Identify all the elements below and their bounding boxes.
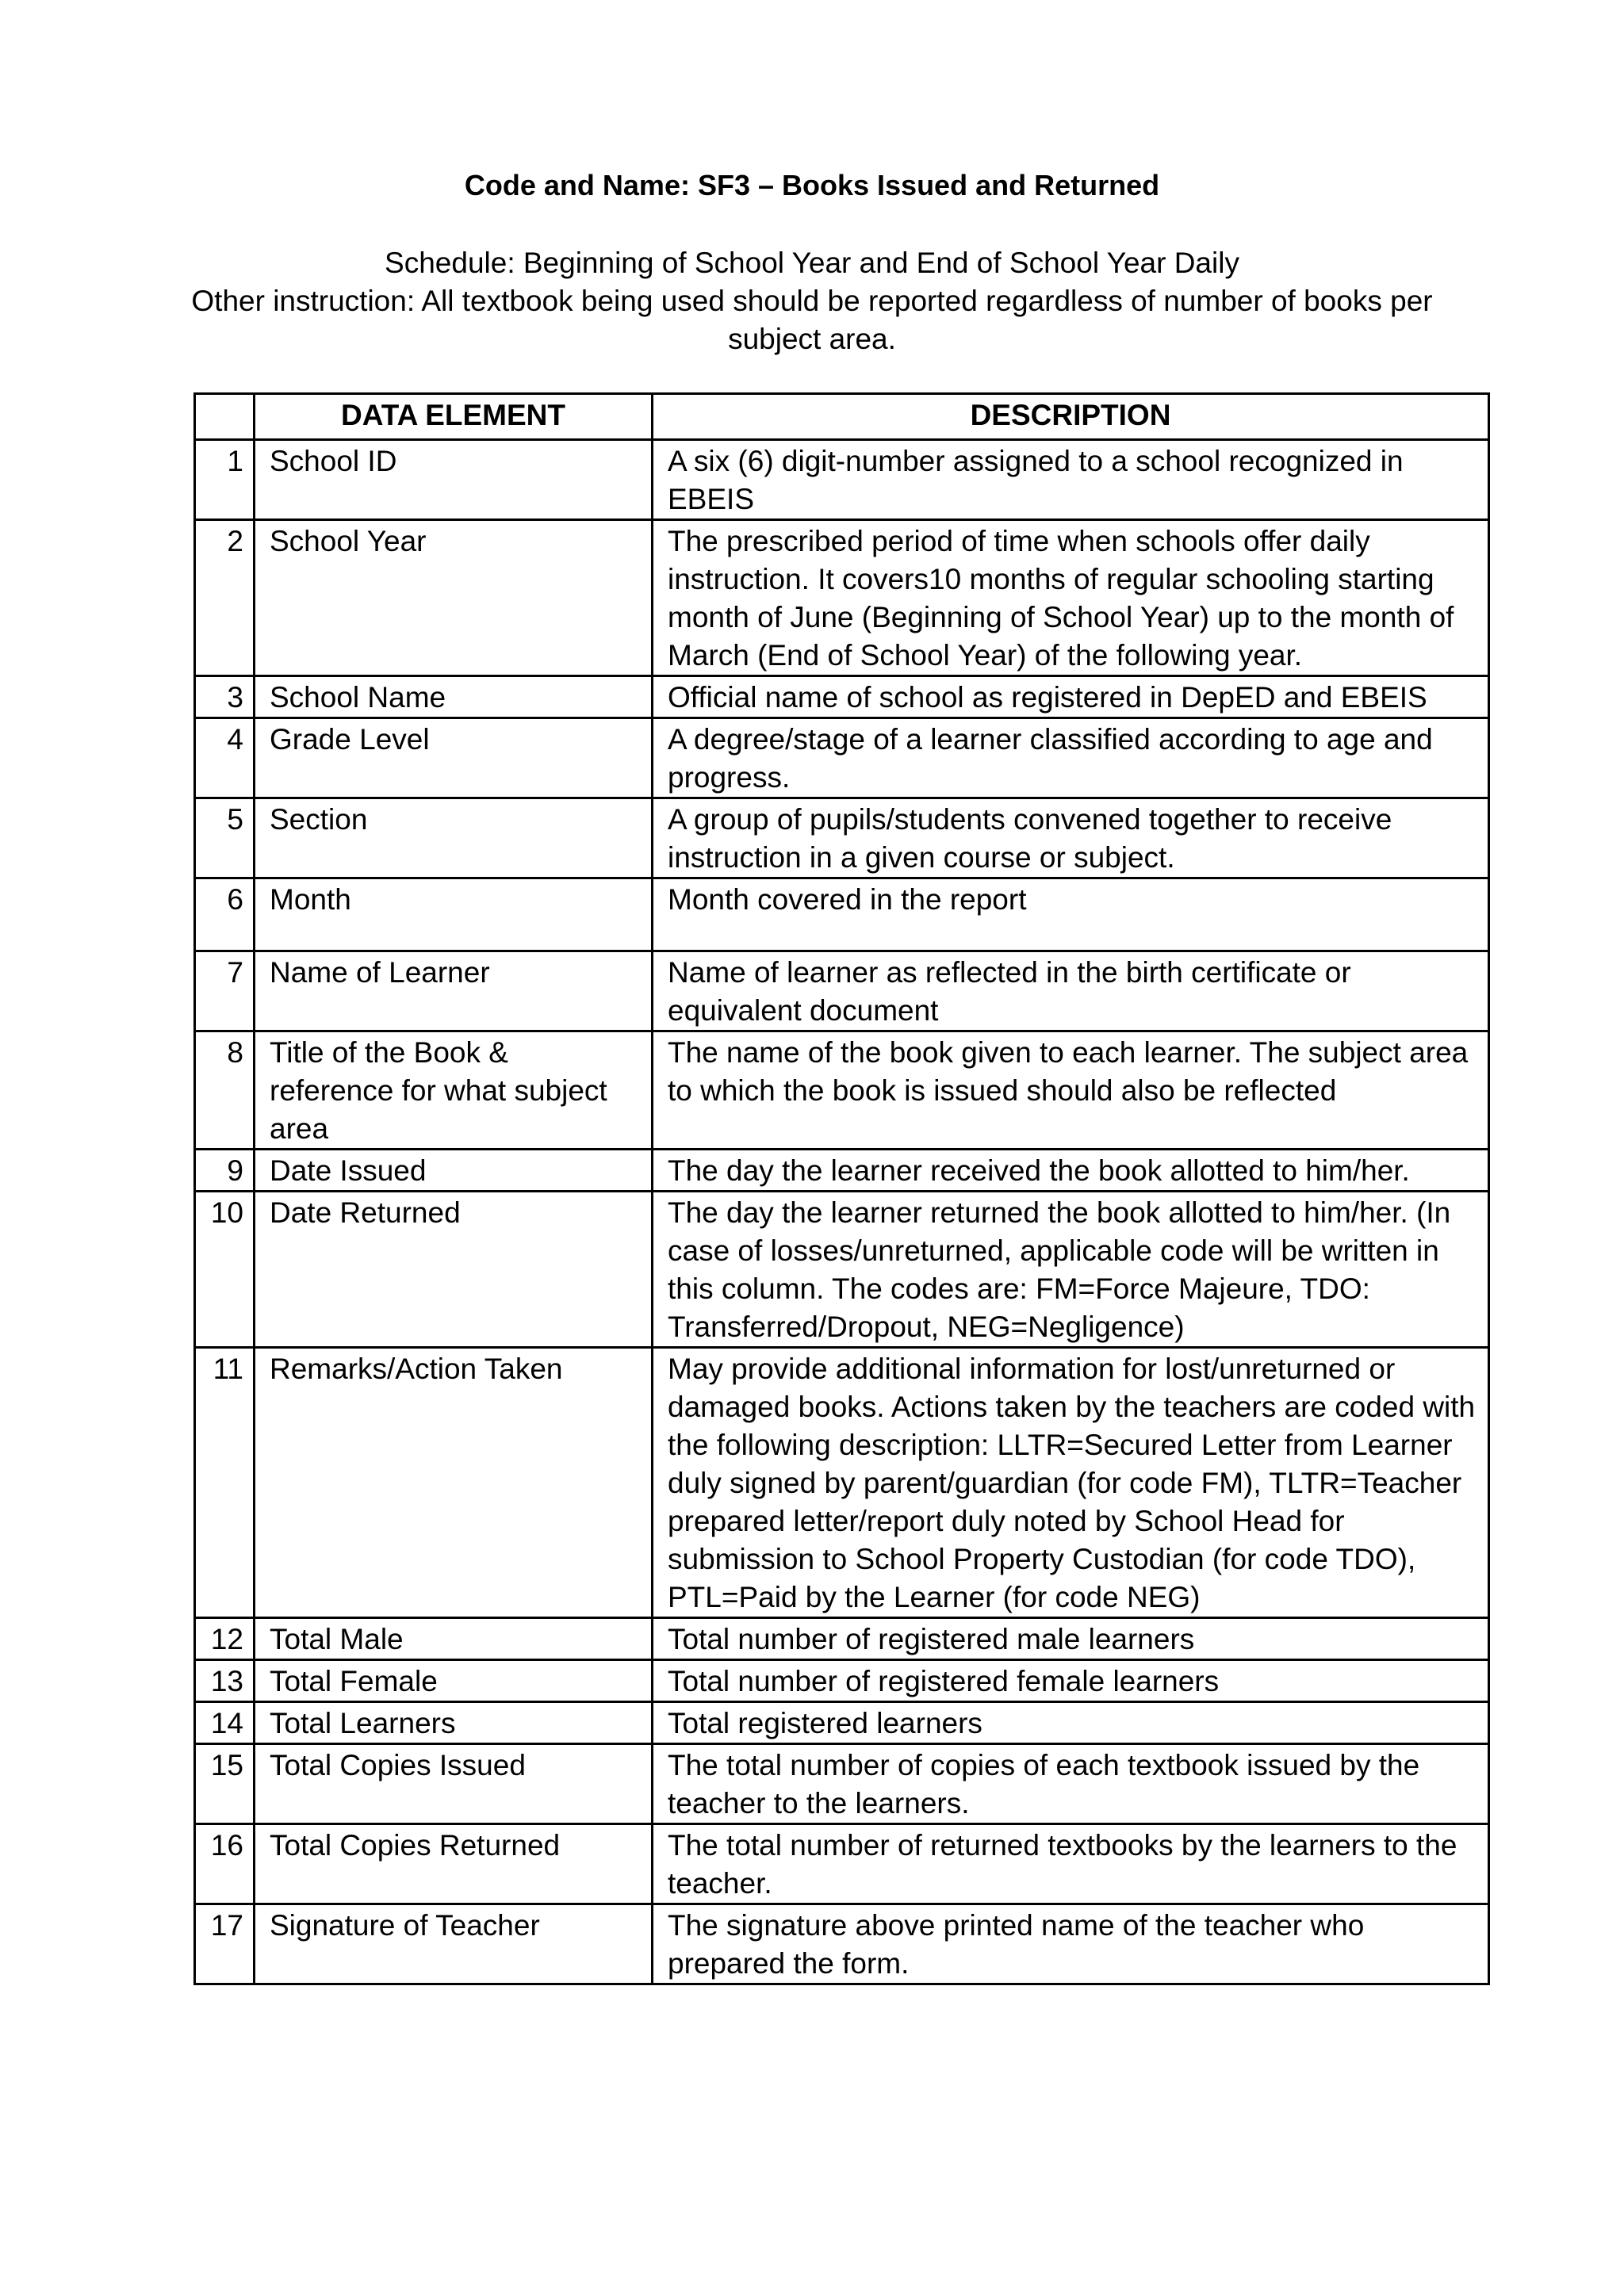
table-row — [195, 878, 1489, 951]
row-description: Official name of school as registered in DepED and EBEIS — [653, 676, 1489, 718]
row-description: May provide additional information for lost/unreturned or damaged books. Actions taken by the teachers are coded with the following description: LLTR=Secured Letter from Learner duly signed by parent/guardian (for code FM), TLTR=Teacher prepared letter/report duly noted by School Head for submission to School Property Custodian (for code TDO), PTL=Paid by the Learner (for code NEG) — [653, 1348, 1489, 1618]
row-element: Remarks/Action Taken — [255, 1348, 653, 1618]
row-element: Grade Level — [255, 718, 653, 798]
header-data-element: DATA ELEMENT — [255, 394, 653, 440]
header-description: DESCRIPTION — [653, 394, 1489, 440]
row-number: 11 — [195, 1348, 255, 1618]
row-description: The day the learner returned the book allotted to him/her. (In case of losses/unreturned, applicable code will be written in this column. The codes are: FM=Force Majeure, TDO: Transferred/Dropout, NEG=Negligence) — [653, 1192, 1489, 1348]
row-number: 13 — [195, 1660, 255, 1702]
table-row — [195, 1192, 1489, 1348]
row-number: 17 — [195, 1904, 255, 1984]
table-row — [195, 1660, 1489, 1702]
row-description: The day the learner received the book allotted to him/her. — [653, 1150, 1489, 1192]
row-number: 16 — [195, 1824, 255, 1904]
row-element: School ID — [255, 440, 653, 520]
row-element: Total Female — [255, 1660, 653, 1702]
row-number: 6 — [195, 878, 255, 951]
row-element: Total Male — [255, 1618, 653, 1660]
row-description: Total number of registered female learners — [653, 1660, 1489, 1702]
row-description: Name of learner as reflected in the birth certificate or equivalent document — [653, 951, 1489, 1031]
schedule-text: Schedule: Beginning of School Year and End of School Year Daily — [385, 247, 1239, 279]
table-row — [195, 718, 1489, 798]
row-number: 12 — [195, 1618, 255, 1660]
row-element: Total Copies Returned — [255, 1824, 653, 1904]
table-row — [195, 676, 1489, 718]
table-row — [195, 798, 1489, 878]
table-row — [195, 1702, 1489, 1744]
row-description: A group of pupils/students convened together to receive instruction in a given course or subject. — [653, 798, 1489, 878]
row-number: 3 — [195, 676, 255, 718]
table-row — [195, 1744, 1489, 1824]
row-number: 14 — [195, 1702, 255, 1744]
row-element: Section — [255, 798, 653, 878]
row-number: 10 — [195, 1192, 255, 1348]
header-number — [195, 394, 255, 440]
table-row — [195, 1618, 1489, 1660]
row-number: 2 — [195, 520, 255, 676]
row-number: 8 — [195, 1031, 255, 1150]
row-element: Signature of Teacher — [255, 1904, 653, 1984]
table-row — [195, 1904, 1489, 1984]
row-element: Title of the Book & reference for what subject area — [255, 1031, 653, 1150]
row-number: 15 — [195, 1744, 255, 1824]
row-element: School Name — [255, 676, 653, 718]
table-row — [195, 951, 1489, 1031]
row-element: Name of Learner — [255, 951, 653, 1031]
table-row — [195, 520, 1489, 676]
other-instruction-text: Other instruction: All textbook being used should be reported regardless of number of books per subject area. — [191, 285, 1433, 355]
data-element-table — [193, 392, 1490, 1985]
row-element: Total Learners — [255, 1702, 653, 1744]
row-description: The prescribed period of time when schools offer daily instruction. It covers10 months of regular schooling starting month of June (Beginning of School Year) up to the month of March (End of School Year) of the following year. — [653, 520, 1489, 676]
row-number: 5 — [195, 798, 255, 878]
table-header-row — [195, 394, 1489, 440]
row-element: School Year — [255, 520, 653, 676]
row-description: The signature above printed name of the teacher who prepared the form. — [653, 1904, 1489, 1984]
row-description: A degree/stage of a learner classified according to age and progress. — [653, 718, 1489, 798]
table-row — [195, 1031, 1489, 1150]
row-element: Date Issued — [255, 1150, 653, 1192]
table-row — [195, 440, 1489, 520]
row-description: The total number of copies of each textbook issued by the teacher to the learners. — [653, 1744, 1489, 1824]
row-element: Date Returned — [255, 1192, 653, 1348]
table-row — [195, 1824, 1489, 1904]
row-number: 7 — [195, 951, 255, 1031]
row-element: Total Copies Issued — [255, 1744, 653, 1824]
table-row — [195, 1348, 1489, 1618]
row-description: A six (6) digit-number assigned to a school recognized in EBEIS — [653, 440, 1489, 520]
instructions-block — [182, 244, 1442, 358]
row-description: Month covered in the report — [653, 878, 1489, 951]
row-description: Total registered learners — [653, 1702, 1489, 1744]
row-description: Total number of registered male learners — [653, 1618, 1489, 1660]
row-number: 1 — [195, 440, 255, 520]
row-number: 4 — [195, 718, 255, 798]
row-description: The total number of returned textbooks by the learners to the teacher. — [653, 1824, 1489, 1904]
row-description: The name of the book given to each learner. The subject area to which the book is issued should also be reflected — [653, 1031, 1489, 1150]
row-number: 9 — [195, 1150, 255, 1192]
document-title: Code and Name: SF3 – Books Issued and Returned — [464, 169, 1160, 201]
row-element: Month — [255, 878, 653, 951]
table-row — [195, 1150, 1489, 1192]
